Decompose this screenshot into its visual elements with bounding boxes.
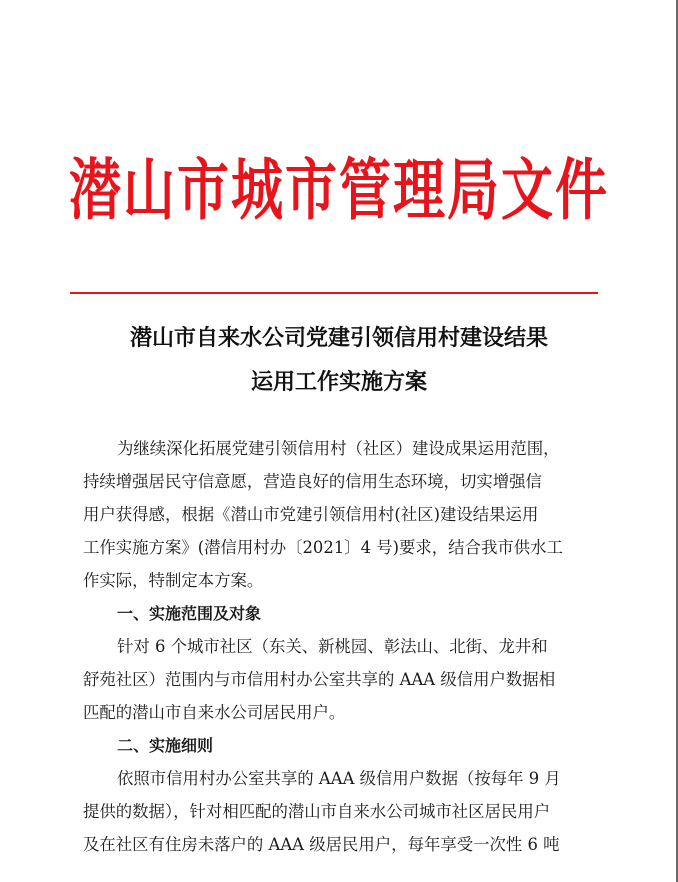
document-title [0, 316, 678, 404]
intro-line-2: 持续增强居民守信意愿，营造良好的信用生态环境，切实增强信 [83, 472, 542, 491]
intro-line-3: 用户获得感，根据《潜山市党建引领信用村(社区)建设结果运用 [83, 505, 539, 524]
section-1-line-3: 匹配的潜山市自来水公司居民用户。 [83, 703, 346, 722]
section-2-line-2: 提供的数据），针对相匹配的潜山市自来水公司城市社区居民用户 [83, 802, 551, 821]
section-2-line-1: 依照市信用村办公室共享的 AAA 级信用户数据（按每年 9 月 [117, 769, 561, 788]
title-line-2: 运用工作实施方案 [250, 369, 427, 395]
section-1-heading: 一、实施范围及对象 [117, 604, 262, 623]
title-line-1: 潜山市自来水公司党建引领信用村建设结果 [129, 325, 548, 351]
section-2-heading: 二、实施细则 [117, 736, 214, 755]
document-body [83, 432, 597, 861]
header-red-divider [70, 292, 598, 294]
document-header-title: 潜山市城市管理局文件 [68, 151, 609, 230]
intro-line-5: 作实际，特制定本方案。 [83, 571, 264, 590]
section-1-line-2: 舒苑社区）范围内与市信用村办公室共享的 AAA 级信用户数据相 [83, 670, 556, 689]
section-1-line-1: 针对 6 个城市社区（东关、新桃园、彰法山、北街、龙井和 [117, 637, 548, 656]
intro-line-1: 为继续深化拓展党建引领信用村（社区）建设成果运用范围， [117, 439, 560, 458]
intro-line-4: 工作实施方案》(潜信用村办〔2021〕4 号)要求，结合我市供水工 [83, 538, 563, 557]
section-2-line-3: 及在社区有住房未落户的 AAA 级居民用户，每年享受一次性 6 吨 [83, 835, 560, 854]
